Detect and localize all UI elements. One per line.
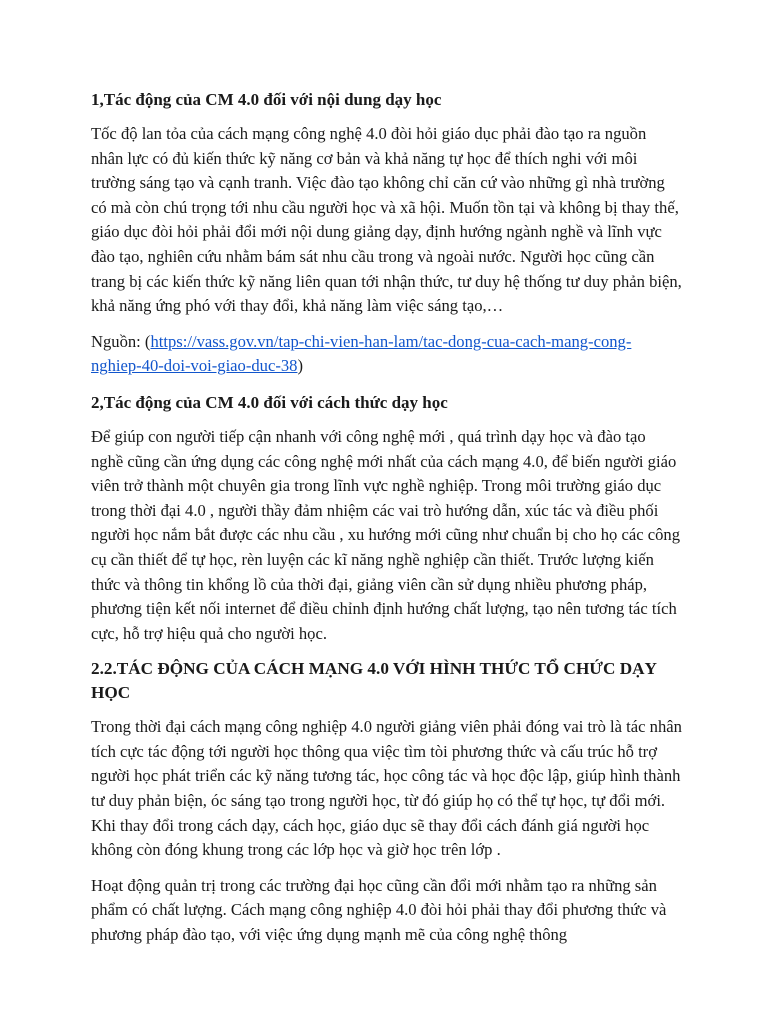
source-citation xyxy=(91,330,682,379)
section-heading-method: 2,Tác động của CM 4.0 đối với cách thức dạy học xyxy=(91,392,448,412)
source-prefix: Nguồn: ( xyxy=(91,331,151,351)
section-heading-organization: 2.2.TÁC ĐỘNG CỦA CÁCH MẠNG 4.0 VỚI HÌNH THỨC TỔ CHỨC DẠY HỌC xyxy=(91,659,657,703)
paragraph-organization: Trong thời đại cách mạng công nghiệp 4.0 người giảng viên phải đóng vai trò là tác nhân tích cực tác động tới người học thông qua việc tìm tòi phương thức và cấu trúc hỗ trợ người học phát triển các kỹ năng tương tác, học công tác và học độc lập, giúp hình thành tư duy phản biện, óc sáng tạo trong người học, từ đó giúp họ có thể tự học, tự đổi mới. Khi thay đổi trong cách dạy, cách học, giáo dục sẽ thay đổi cách đánh giá người học không còn đóng khung trong các lớp học và giờ học trên lớp . xyxy=(91,717,682,860)
paragraph-content: Tốc độ lan tỏa của cách mạng công nghệ 4.0 đòi hỏi giáo dục phải đào tạo ra nguồn nhân lực có đủ kiến thức kỹ năng cơ bản và khả năng tự học để thích nghi với môi trường sáng tạo và cạnh tranh. Việc đào tạo không chỉ căn cứ vào những gì nhà trường có mà còn chú trọng tới nhu cầu người học và xã hội. Muốn tồn tại và không bị thay thế, giáo dục đòi hỏi phải đổi mới nội dung giảng dạy, định hướng ngành nghề và lĩnh vực đào tạo, nghiên cứu nhằm bám sát nhu cầu trong và ngoài nước. Người học cũng cần trang bị các kiến thức kỹ năng liên quan tới nhận thức, tư duy hệ thống tư duy phản biện, khả năng ứng phó với thay đổi, khả năng làm việc sáng tạo,… xyxy=(91,124,682,316)
section-heading-content: 1,Tác động của CM 4.0 đối với nội dung dạy học xyxy=(91,90,442,109)
source-link[interactable]: https://vass.gov.vn/tap-chi-vien-han-lam/tac-dong-cua-cach-mang-cong-nghiep-40-doi-voi-giao-duc-38 xyxy=(91,331,632,376)
source-suffix: ) xyxy=(297,356,303,376)
paragraph-management: Hoạt động quản trị trong các trường đại học cũng cần đổi mới nhằm tạo ra những sản phẩm có chất lượng. Cách mạng công nghiệp 4.0 đòi hỏi phải thay đổi phương thức và phương pháp đào tạo, với việc ứng dụng mạnh mẽ của công nghệ thông xyxy=(91,875,667,945)
paragraph-method: Để giúp con người tiếp cận nhanh với công nghệ mới , quá trình dạy học và đào tạo nghề cũng cần ứng dụng các công nghệ mới nhất của cách mạng 4.0, để biến người giáo viên trở thành một chuyên gia trong lĩnh vực nghề nghiệp. Trong môi trường giáo dục trong thời đại 4.0 , người thầy đảm nhiệm các vai trò hướng dẫn, xúc tác và điều phối người học nắm bắt được các nhu cầu , xu hướng mới cũng như chuẩn bị cho họ các công cụ cần thiết để tự học, rèn luyện các kĩ năng nghề nghiệp cần thiết. Trước lượng kiến thức và thông tin khổng lồ của thời đại, giảng viên cần sử dụng nhiều phương pháp, phương tiện kết nối internet để điều chỉnh định hướng chất lượng, tạo nên tương tác tích cực, hỗ trợ hiệu quả cho người học. xyxy=(91,426,681,643)
